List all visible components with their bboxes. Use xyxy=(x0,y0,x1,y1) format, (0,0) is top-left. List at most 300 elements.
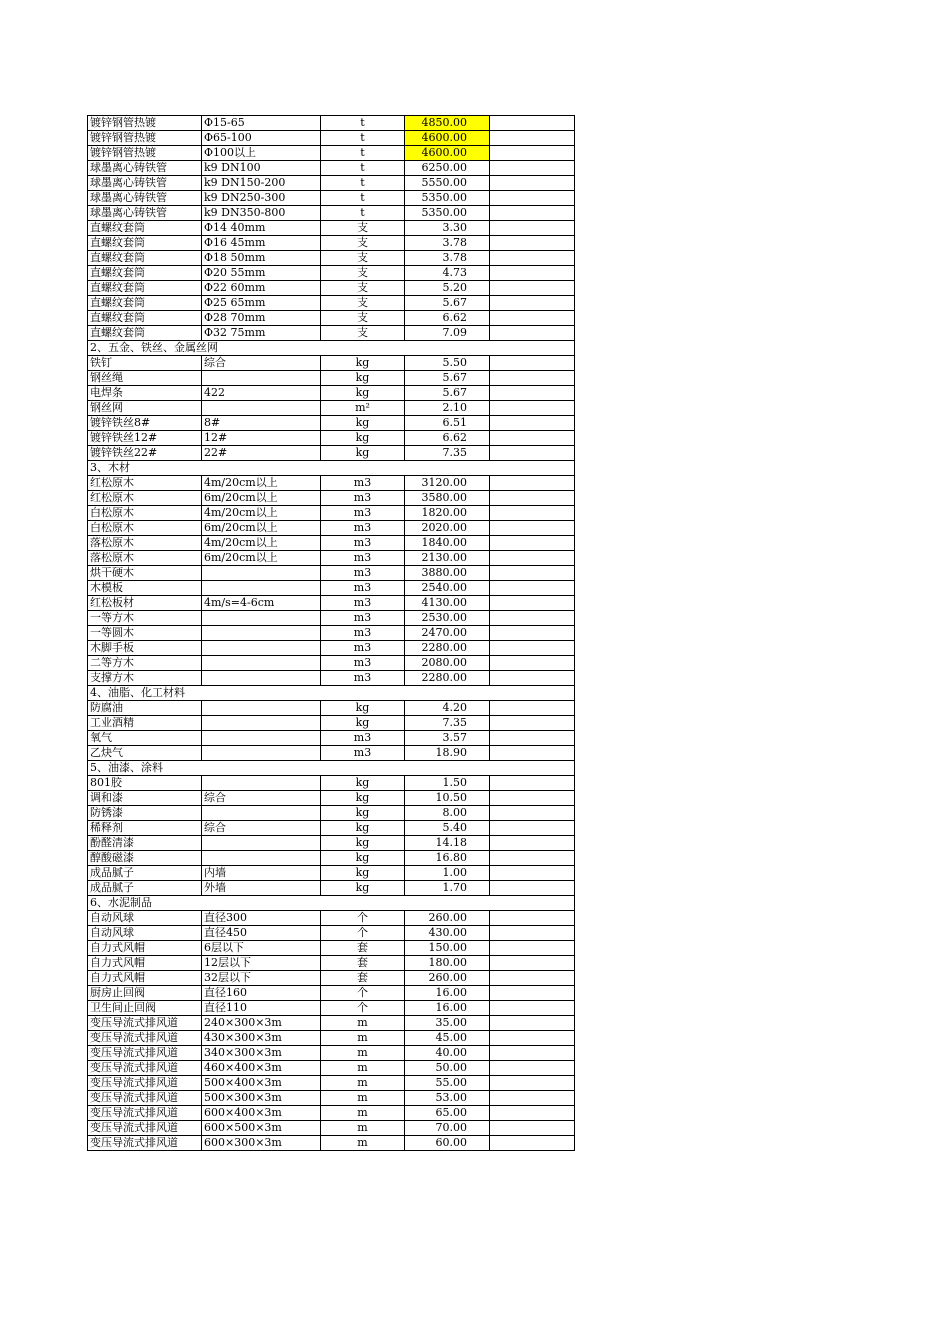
spec-cell: 外墙 xyxy=(202,881,321,896)
price-cell: 430.00 xyxy=(405,926,490,941)
table-row xyxy=(88,1046,575,1061)
section-header-row xyxy=(88,896,575,911)
unit-cell: t xyxy=(321,191,405,206)
table-row xyxy=(88,1031,575,1046)
spec-cell: 460×400×3m xyxy=(202,1061,321,1076)
price-cell: 3.78 xyxy=(405,236,490,251)
material-name-cell: 卫生间止回阀 xyxy=(88,1001,202,1016)
spec-cell: 22# xyxy=(202,446,321,461)
price-cell: 55.00 xyxy=(405,1076,490,1091)
empty-cell xyxy=(490,611,575,626)
table-row xyxy=(88,506,575,521)
table-row xyxy=(88,296,575,311)
price-cell: 6.51 xyxy=(405,416,490,431)
empty-cell xyxy=(490,926,575,941)
table-row xyxy=(88,1106,575,1121)
spec-cell: 500×400×3m xyxy=(202,1076,321,1091)
table-row xyxy=(88,581,575,596)
empty-cell xyxy=(490,1076,575,1091)
price-cell: 2470.00 xyxy=(405,626,490,641)
empty-cell xyxy=(490,551,575,566)
empty-cell xyxy=(490,1106,575,1121)
price-cell: 2540.00 xyxy=(405,581,490,596)
unit-cell: t xyxy=(321,206,405,221)
table-row xyxy=(88,1136,575,1151)
unit-cell: t xyxy=(321,146,405,161)
table-row xyxy=(88,266,575,281)
material-name-cell: 变压导流式排风道 xyxy=(88,1106,202,1121)
empty-cell xyxy=(490,746,575,761)
empty-cell xyxy=(490,311,575,326)
price-cell: 1820.00 xyxy=(405,506,490,521)
unit-cell: m xyxy=(321,1076,405,1091)
price-cell: 45.00 xyxy=(405,1031,490,1046)
material-name-cell: 钢丝网 xyxy=(88,401,202,416)
empty-cell xyxy=(490,971,575,986)
empty-cell xyxy=(490,986,575,1001)
spec-cell xyxy=(202,401,321,416)
unit-cell: 支 xyxy=(321,236,405,251)
table-row xyxy=(88,656,575,671)
table-row xyxy=(88,1076,575,1091)
table-row xyxy=(88,971,575,986)
price-cell: 3580.00 xyxy=(405,491,490,506)
unit-cell: kg xyxy=(321,446,405,461)
empty-cell xyxy=(490,416,575,431)
unit-cell: 个 xyxy=(321,1001,405,1016)
empty-cell xyxy=(490,656,575,671)
price-cell: 2.10 xyxy=(405,401,490,416)
spec-cell: Φ16 45mm xyxy=(202,236,321,251)
material-name-cell: 醇酸磁漆 xyxy=(88,851,202,866)
empty-cell xyxy=(490,806,575,821)
table-row xyxy=(88,851,575,866)
empty-cell xyxy=(490,851,575,866)
section-header-row xyxy=(88,686,575,701)
material-name-cell: 木模板 xyxy=(88,581,202,596)
material-name-cell: 变压导流式排风道 xyxy=(88,1031,202,1046)
table-row xyxy=(88,746,575,761)
spec-cell: Φ22 60mm xyxy=(202,281,321,296)
price-cell: 5.50 xyxy=(405,356,490,371)
spec-cell: Φ15-65 xyxy=(202,116,321,131)
price-cell: 6250.00 xyxy=(405,161,490,176)
spec-cell xyxy=(202,851,321,866)
unit-cell: 支 xyxy=(321,221,405,236)
material-name-cell: 直螺纹套筒 xyxy=(88,236,202,251)
table-row xyxy=(88,536,575,551)
price-cell: 70.00 xyxy=(405,1121,490,1136)
price-cell: 2280.00 xyxy=(405,671,490,686)
spec-cell: 综合 xyxy=(202,821,321,836)
price-cell: 180.00 xyxy=(405,956,490,971)
section-title: 2、五金、铁丝、金属丝网 xyxy=(88,341,575,356)
unit-cell: m xyxy=(321,1031,405,1046)
material-name-cell: 铁钉 xyxy=(88,356,202,371)
spec-cell: 综合 xyxy=(202,791,321,806)
unit-cell: t xyxy=(321,131,405,146)
spec-cell xyxy=(202,626,321,641)
price-cell: 4.20 xyxy=(405,701,490,716)
material-name-cell: 自动风球 xyxy=(88,926,202,941)
material-name-cell: 直螺纹套筒 xyxy=(88,266,202,281)
material-name-cell: 自动风球 xyxy=(88,911,202,926)
unit-cell: m xyxy=(321,1091,405,1106)
spec-cell: 600×400×3m xyxy=(202,1106,321,1121)
section-title: 3、木材 xyxy=(88,461,575,476)
empty-cell xyxy=(490,911,575,926)
spec-cell: Φ28 70mm xyxy=(202,311,321,326)
material-name-cell: 烘干硬木 xyxy=(88,566,202,581)
spec-cell xyxy=(202,731,321,746)
unit-cell: t xyxy=(321,176,405,191)
unit-cell: m3 xyxy=(321,566,405,581)
price-cell: 2080.00 xyxy=(405,656,490,671)
empty-cell xyxy=(490,941,575,956)
material-name-cell: 一等方木 xyxy=(88,611,202,626)
empty-cell xyxy=(490,1136,575,1151)
empty-cell xyxy=(490,596,575,611)
table-row xyxy=(88,776,575,791)
material-name-cell: 一等圆木 xyxy=(88,626,202,641)
price-cell: 5.20 xyxy=(405,281,490,296)
unit-cell: m3 xyxy=(321,626,405,641)
spec-cell: 4m/20cm以上 xyxy=(202,476,321,491)
unit-cell: 个 xyxy=(321,926,405,941)
material-name-cell: 镀锌钢管热镀 xyxy=(88,116,202,131)
unit-cell: kg xyxy=(321,356,405,371)
material-name-cell: 酚醛清漆 xyxy=(88,836,202,851)
table-row xyxy=(88,206,575,221)
empty-cell xyxy=(490,356,575,371)
spec-cell: 500×300×3m xyxy=(202,1091,321,1106)
unit-cell: m3 xyxy=(321,611,405,626)
material-name-cell: 镀锌钢管热镀 xyxy=(88,146,202,161)
material-name-cell: 红松原木 xyxy=(88,476,202,491)
unit-cell: 支 xyxy=(321,266,405,281)
table-row xyxy=(88,671,575,686)
table-row xyxy=(88,626,575,641)
price-cell: 5.40 xyxy=(405,821,490,836)
empty-cell xyxy=(490,566,575,581)
unit-cell: 支 xyxy=(321,311,405,326)
material-name-cell: 球墨离心铸铁管 xyxy=(88,191,202,206)
price-cell: 5.67 xyxy=(405,371,490,386)
material-name-cell: 直螺纹套筒 xyxy=(88,281,202,296)
table-row xyxy=(88,1121,575,1136)
table-row xyxy=(88,986,575,1001)
unit-cell: kg xyxy=(321,776,405,791)
price-cell: 4.73 xyxy=(405,266,490,281)
unit-cell: kg xyxy=(321,791,405,806)
material-name-cell: 变压导流式排风道 xyxy=(88,1061,202,1076)
table-row xyxy=(88,806,575,821)
table-row xyxy=(88,161,575,176)
material-name-cell: 801胶 xyxy=(88,776,202,791)
table-row xyxy=(88,356,575,371)
unit-cell: m3 xyxy=(321,731,405,746)
material-name-cell: 白松原木 xyxy=(88,506,202,521)
unit-cell: 支 xyxy=(321,326,405,341)
spec-cell xyxy=(202,566,321,581)
material-name-cell: 木脚手板 xyxy=(88,641,202,656)
price-cell: 35.00 xyxy=(405,1016,490,1031)
material-name-cell: 直螺纹套筒 xyxy=(88,326,202,341)
spec-cell xyxy=(202,806,321,821)
price-cell: 10.50 xyxy=(405,791,490,806)
unit-cell: 支 xyxy=(321,281,405,296)
material-name-cell: 白松原木 xyxy=(88,521,202,536)
table-row xyxy=(88,131,575,146)
table-row xyxy=(88,1091,575,1106)
price-cell: 7.35 xyxy=(405,446,490,461)
empty-cell xyxy=(490,1061,575,1076)
price-cell: 60.00 xyxy=(405,1136,490,1151)
price-cell: 1.50 xyxy=(405,776,490,791)
table-row xyxy=(88,836,575,851)
spec-cell: k9 DN100 xyxy=(202,161,321,176)
unit-cell: m xyxy=(321,1136,405,1151)
spec-cell xyxy=(202,581,321,596)
unit-cell: m3 xyxy=(321,551,405,566)
empty-cell xyxy=(490,281,575,296)
material-name-cell: 变压导流式排风道 xyxy=(88,1016,202,1031)
empty-cell xyxy=(490,701,575,716)
material-name-cell: 二等方木 xyxy=(88,656,202,671)
spec-cell: 12# xyxy=(202,431,321,446)
empty-cell xyxy=(490,221,575,236)
section-header-row xyxy=(88,341,575,356)
material-name-cell: 钢丝绳 xyxy=(88,371,202,386)
price-cell: 8.00 xyxy=(405,806,490,821)
spec-cell: 6层以下 xyxy=(202,941,321,956)
empty-cell xyxy=(490,836,575,851)
table-row xyxy=(88,476,575,491)
unit-cell: m² xyxy=(321,401,405,416)
spec-cell: Φ25 65mm xyxy=(202,296,321,311)
empty-cell xyxy=(490,251,575,266)
unit-cell: kg xyxy=(321,851,405,866)
material-name-cell: 落松原木 xyxy=(88,536,202,551)
table-row xyxy=(88,326,575,341)
price-cell: 5350.00 xyxy=(405,206,490,221)
unit-cell: m3 xyxy=(321,476,405,491)
table-row xyxy=(88,386,575,401)
unit-cell: kg xyxy=(321,701,405,716)
price-cell: 40.00 xyxy=(405,1046,490,1061)
material-name-cell: 变压导流式排风道 xyxy=(88,1121,202,1136)
material-name-cell: 调和漆 xyxy=(88,791,202,806)
spec-cell: 32层以下 xyxy=(202,971,321,986)
unit-cell: kg xyxy=(321,371,405,386)
unit-cell: 套 xyxy=(321,941,405,956)
empty-cell xyxy=(490,1091,575,1106)
table-row xyxy=(88,716,575,731)
unit-cell: m3 xyxy=(321,671,405,686)
spec-cell: 600×300×3m xyxy=(202,1136,321,1151)
price-cell: 5.67 xyxy=(405,386,490,401)
material-name-cell: 稀释剂 xyxy=(88,821,202,836)
spec-cell: 600×500×3m xyxy=(202,1121,321,1136)
price-cell: 3.30 xyxy=(405,221,490,236)
unit-cell: m3 xyxy=(321,536,405,551)
price-cell: 6.62 xyxy=(405,311,490,326)
table-row xyxy=(88,1016,575,1031)
price-cell: 16.80 xyxy=(405,851,490,866)
unit-cell: m xyxy=(321,1016,405,1031)
price-cell: 16.00 xyxy=(405,986,490,1001)
material-name-cell: 变压导流式排风道 xyxy=(88,1136,202,1151)
table-row xyxy=(88,791,575,806)
spec-cell: Φ18 50mm xyxy=(202,251,321,266)
unit-cell: m3 xyxy=(321,656,405,671)
empty-cell xyxy=(490,161,575,176)
table-row xyxy=(88,221,575,236)
spec-cell: 4m/20cm以上 xyxy=(202,506,321,521)
unit-cell: kg xyxy=(321,716,405,731)
material-name-cell: 球墨离心铸铁管 xyxy=(88,176,202,191)
price-cell: 260.00 xyxy=(405,911,490,926)
table-row xyxy=(88,191,575,206)
material-name-cell: 变压导流式排风道 xyxy=(88,1091,202,1106)
table-row xyxy=(88,611,575,626)
table-row xyxy=(88,881,575,896)
material-name-cell: 直螺纹套筒 xyxy=(88,296,202,311)
unit-cell: kg xyxy=(321,821,405,836)
empty-cell xyxy=(490,776,575,791)
material-name-cell: 乙炔气 xyxy=(88,746,202,761)
empty-cell xyxy=(490,116,575,131)
empty-cell xyxy=(490,401,575,416)
price-cell: 5.67 xyxy=(405,296,490,311)
empty-cell xyxy=(490,386,575,401)
spec-cell: k9 DN250-300 xyxy=(202,191,321,206)
table-row xyxy=(88,641,575,656)
empty-cell xyxy=(490,1046,575,1061)
price-cell: 6.62 xyxy=(405,431,490,446)
table-row xyxy=(88,521,575,536)
price-cell: 5350.00 xyxy=(405,191,490,206)
table-row xyxy=(88,236,575,251)
empty-cell xyxy=(490,206,575,221)
price-cell: 2530.00 xyxy=(405,611,490,626)
material-name-cell: 直螺纹套筒 xyxy=(88,251,202,266)
section-header-row xyxy=(88,761,575,776)
empty-cell xyxy=(490,506,575,521)
price-table-body xyxy=(88,116,575,1151)
section-header-row xyxy=(88,461,575,476)
price-cell: 53.00 xyxy=(405,1091,490,1106)
empty-cell xyxy=(490,371,575,386)
material-name-cell: 变压导流式排风道 xyxy=(88,1046,202,1061)
table-row xyxy=(88,956,575,971)
material-name-cell: 红松原木 xyxy=(88,491,202,506)
spec-cell: 4m/20cm以上 xyxy=(202,536,321,551)
price-cell: 1840.00 xyxy=(405,536,490,551)
spec-cell: k9 DN350-800 xyxy=(202,206,321,221)
material-name-cell: 镀锌铁丝8# xyxy=(88,416,202,431)
table-row xyxy=(88,596,575,611)
section-title: 5、油漆、涂料 xyxy=(88,761,575,776)
material-name-cell: 支撑方木 xyxy=(88,671,202,686)
unit-cell: kg xyxy=(321,806,405,821)
table-row xyxy=(88,416,575,431)
material-name-cell: 球墨离心铸铁管 xyxy=(88,161,202,176)
table-row xyxy=(88,116,575,131)
material-name-cell: 自力式风帽 xyxy=(88,941,202,956)
unit-cell: m3 xyxy=(321,746,405,761)
table-row xyxy=(88,731,575,746)
spec-cell: 430×300×3m xyxy=(202,1031,321,1046)
table-row xyxy=(88,431,575,446)
spec-cell: 4m/s=4-6cm xyxy=(202,596,321,611)
empty-cell xyxy=(490,731,575,746)
spec-cell: 直径110 xyxy=(202,1001,321,1016)
spec-cell xyxy=(202,701,321,716)
unit-cell: kg xyxy=(321,416,405,431)
empty-cell xyxy=(490,521,575,536)
spec-cell: k9 DN150-200 xyxy=(202,176,321,191)
empty-cell xyxy=(490,236,575,251)
spec-cell: Φ20 55mm xyxy=(202,266,321,281)
empty-cell xyxy=(490,1121,575,1136)
price-cell: 50.00 xyxy=(405,1061,490,1076)
unit-cell: 个 xyxy=(321,986,405,1001)
empty-cell xyxy=(490,716,575,731)
table-row xyxy=(88,281,575,296)
price-cell: 7.35 xyxy=(405,716,490,731)
empty-cell xyxy=(490,191,575,206)
spec-cell xyxy=(202,716,321,731)
empty-cell xyxy=(490,1031,575,1046)
material-name-cell: 落松原木 xyxy=(88,551,202,566)
spec-cell: Φ65-100 xyxy=(202,131,321,146)
unit-cell: kg xyxy=(321,881,405,896)
spec-cell xyxy=(202,671,321,686)
material-name-cell: 成品腻子 xyxy=(88,881,202,896)
unit-cell: 套 xyxy=(321,956,405,971)
price-cell: 16.00 xyxy=(405,1001,490,1016)
table-row xyxy=(88,491,575,506)
material-name-cell: 镀锌铁丝12# xyxy=(88,431,202,446)
spec-cell: 8# xyxy=(202,416,321,431)
unit-cell: t xyxy=(321,116,405,131)
price-cell: 14.18 xyxy=(405,836,490,851)
price-cell: 7.09 xyxy=(405,326,490,341)
table-row xyxy=(88,926,575,941)
spec-cell xyxy=(202,611,321,626)
empty-cell xyxy=(490,866,575,881)
material-name-cell: 直螺纹套筒 xyxy=(88,311,202,326)
unit-cell: 支 xyxy=(321,296,405,311)
material-name-cell: 成品腻子 xyxy=(88,866,202,881)
price-cell: 2280.00 xyxy=(405,641,490,656)
spec-cell: 340×300×3m xyxy=(202,1046,321,1061)
price-cell: 4130.00 xyxy=(405,596,490,611)
price-cell: 1.00 xyxy=(405,866,490,881)
unit-cell: m xyxy=(321,1046,405,1061)
material-name-cell: 镀锌铁丝22# xyxy=(88,446,202,461)
unit-cell: kg xyxy=(321,431,405,446)
empty-cell xyxy=(490,956,575,971)
spec-cell: 12层以下 xyxy=(202,956,321,971)
spec-cell: 内墙 xyxy=(202,866,321,881)
empty-cell xyxy=(490,326,575,341)
table-row xyxy=(88,176,575,191)
material-name-cell: 变压导流式排风道 xyxy=(88,1076,202,1091)
empty-cell xyxy=(490,581,575,596)
empty-cell xyxy=(490,1001,575,1016)
